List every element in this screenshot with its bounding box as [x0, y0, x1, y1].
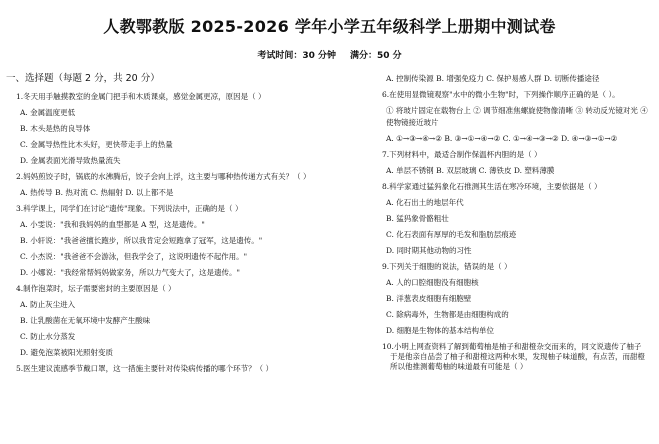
option: A. 热传导 B. 热对流 C. 热辐射 D. 以上都不是	[20, 188, 174, 197]
option: B. 洋葱表皮细胞有细胞壁	[386, 294, 472, 303]
question-stem: 1.冬天用手触摸教室的金属门把手和木质课桌，感觉金属更凉，原因是（ ）	[16, 92, 266, 101]
question-stem: 5.医生建议流感季节戴口罩，这一措施主要针对传染病传播的哪个环节？（ ）	[16, 364, 274, 373]
question	[6, 172, 358, 198]
question-text-line: ① 将玻片固定在载物台上 ② 调节细准焦螺旋使物像清晰 ③ 转动反光镜对光 ④	[386, 106, 648, 115]
option: A. ①→③→④→② B. ③→①→④→② C. ①→④→③→② D. ④→③→①→②	[386, 134, 618, 143]
question-text-line: 所以他推测葡萄柚的味道最有可能是（ ）	[390, 362, 528, 371]
question-stem: 8.科学家通过猛犸象化石推测其生活在寒冷环境，主要依据是（ ）	[382, 182, 602, 191]
question-stem: 10.小明上网查资料了解到葡萄柚是柚子和甜橙杂交而来的，同文说遗传了柚子	[382, 342, 642, 351]
question-stem: 6.在使用显微镜观察"水中的微小生物"时，下列操作顺序正确的是（ ）。	[382, 90, 620, 99]
left-column	[6, 68, 358, 380]
option: D. 金属表面光滑导致热量流失	[20, 156, 121, 165]
option: D. 细胞是生物体的基本结构单位	[386, 326, 495, 335]
question-text-line: 于是他亲自品尝了柚子和甜橙这两种水果，发现柚子味道酸，有点苦，而甜橙	[390, 352, 645, 361]
option: A. 控制传染源 B. 增强免疫力 C. 保护易感人群 D. 切断传播途径	[386, 74, 600, 83]
question	[372, 182, 659, 256]
option: B. 小轩说："我爸爸擅长跑步，所以我肯定会短跑拿了冠军，这是遗传。"	[20, 236, 263, 245]
option: C. 金属导热性比木头好，更快带走手上的热量	[20, 140, 173, 149]
option: A. 人的口腔细胞没有细胞核	[386, 278, 479, 287]
option: B. 木头是热的良导体	[20, 124, 91, 133]
option: A. 单层不锈钢 B. 双层玻璃 C. 薄铁皮 D. 塑料薄膜	[386, 166, 555, 175]
full-score: 满分：50 分	[350, 51, 402, 61]
question-text-line: 使物镜接近玻片	[386, 118, 439, 127]
question	[372, 90, 659, 144]
option: C. 除病毒外，生物都是由细胞构成的	[386, 310, 509, 319]
option: A. 金属温度更低	[20, 108, 76, 117]
question	[6, 284, 358, 358]
option: A. 小雯说："我和我妈妈的血型都是 A 型，这是遗传。"	[20, 220, 205, 229]
question	[6, 204, 358, 278]
question-stem: 7.下列材料中，最适合制作保温杯内胆的是（ ）	[382, 150, 542, 159]
option: A. 防止灰尘进入	[20, 300, 76, 309]
exam-time: 考试时间：30 分钟	[257, 51, 336, 61]
option: C. 防止水分蒸发	[20, 332, 76, 341]
question	[372, 342, 659, 372]
option: D. 同时期其他动物的习性	[386, 246, 472, 255]
right-column	[372, 68, 659, 378]
exam-title: 人教鄂教版 2025-2026 学年小学五年级科学上册期中测试卷	[103, 17, 556, 36]
option: C. 化石表面有厚厚的毛发和脂肪层痕迹	[386, 230, 517, 239]
option: C. 小杰说："我爸爸不会游泳，但我学会了，这说明遗传不起作用。"	[20, 252, 248, 261]
question	[6, 92, 358, 166]
question	[6, 364, 358, 374]
option: D. 避免泡菜被阳光照射变质	[20, 348, 114, 357]
section-heading: 一、选择题（每题 2 分，共 20 分）	[6, 73, 160, 84]
question-stem: 3.科学课上，同学们在讨论"遗传"现象。下列说法中，正确的是（ ）	[16, 204, 243, 213]
question-continued	[372, 74, 659, 84]
question	[372, 262, 659, 336]
exam-info	[0, 48, 659, 61]
question-stem: 4.制作泡菜时，坛子需要密封的主要原因是（ ）	[16, 284, 176, 293]
option: A. 化石出土的地层年代	[386, 198, 464, 207]
question	[372, 150, 659, 176]
option: B. 让乳酸菌在无氧环境中发酵产生酸味	[20, 316, 151, 325]
option: B. 猛犸象骨骼粗壮	[386, 214, 449, 223]
question-stem: 9.下列关于细胞的说法，错误的是（ ）	[382, 262, 512, 271]
question-stem: 2.妈妈煎饺子时，锅底的水沸腾后，饺子会向上浮，这主要与哪种热传递方式有关？（ ）	[16, 172, 311, 181]
option: D. 小娜说："我经常帮妈妈做家务，所以力气变大了，这是遗传。"	[20, 268, 240, 277]
